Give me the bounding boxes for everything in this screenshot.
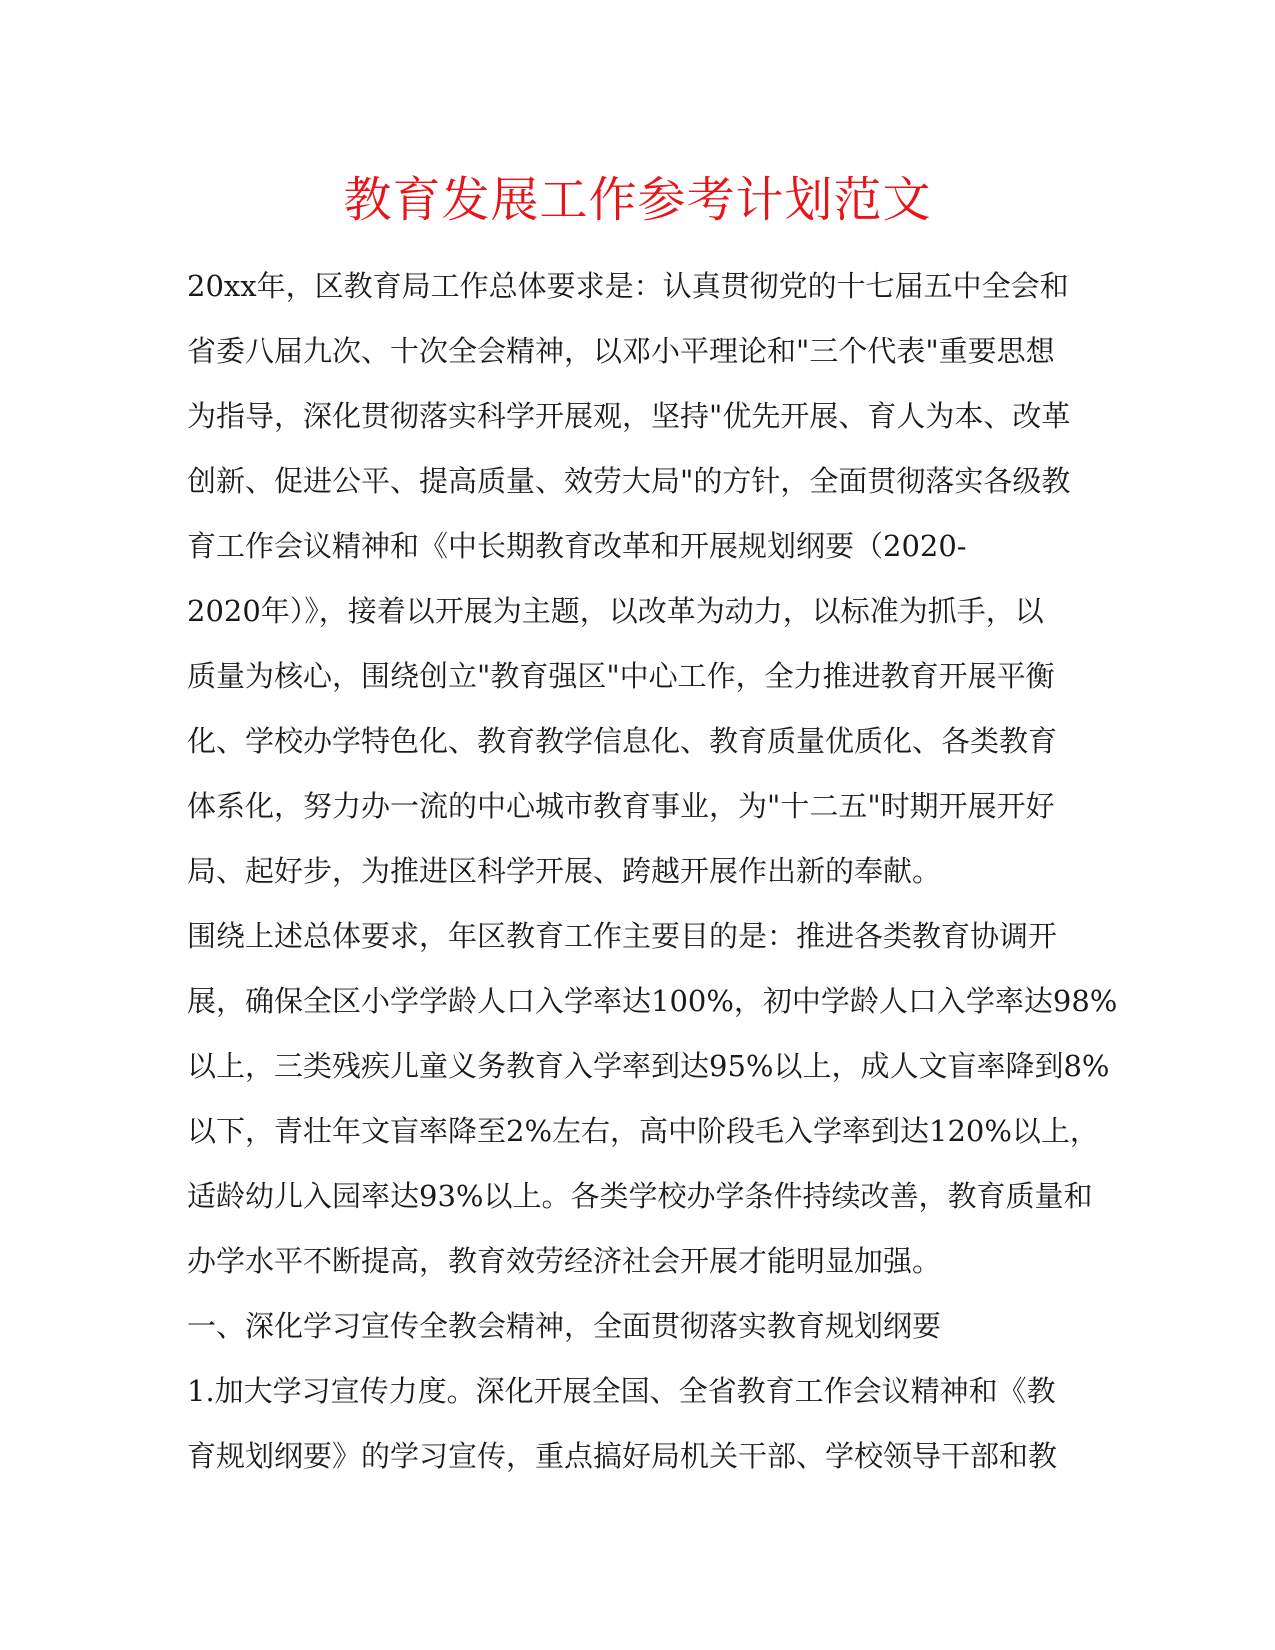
body-line: 体系化，努力办一流的中心城市教育事业，为"十二五"时期开展开好 [187, 789, 1055, 823]
body-line: 2020年）》，接着以开展为主题，以改革为动力，以标准为抓手，以 [187, 594, 1044, 628]
section-heading: 一、深化学习宣传全教会精神，全面贯彻落实教育规划纲要 [187, 1309, 942, 1343]
body-line: 创新、促进公平、提高质量、效劳大局"的方针，全面贯彻落实各级教 [187, 464, 1071, 498]
body-line: 省委八届九次、十次全会精神，以邓小平理论和"三个代表"重要思想 [187, 334, 1055, 368]
body-line: 20xx年，区教育局工作总体要求是：认真贯彻党的十七届五中全会和 [187, 269, 1069, 303]
body-line: 局、起好步，为推进区科学开展、跨越开展作出新的奉献。 [187, 854, 942, 888]
document-body [187, 254, 1118, 1489]
body-line: 以上，三类残疾儿童义务教育入学率到达95%以上，成人文盲率降到8% [187, 1049, 1110, 1083]
body-line: 化、学校办学特色化、教育教学信息化、教育质量优质化、各类教育 [187, 724, 1058, 758]
body-line: 育规划纲要》的学习宣传，重点搞好局机关干部、学校领导干部和教 [187, 1439, 1058, 1473]
body-line: 以下，青壮年文盲率降至2%左右，高中阶段毛入学率到达120%以上， [187, 1114, 1099, 1148]
body-line: 1.加大学习宣传力度。深化开展全国、全省教育工作会议精神和《教 [187, 1374, 1056, 1408]
document-title: 教育发展工作参考计划范文 [343, 172, 932, 228]
body-line: 育工作会议精神和《中长期教育改革和开展规划纲要（2020- [187, 529, 967, 563]
body-line: 质量为核心，围绕创立"教育强区"中心工作，全力推进教育开展平衡 [187, 659, 1055, 693]
body-line: 展，确保全区小学学龄人口入学率达100%，初中学龄人口入学率达98% [187, 984, 1118, 1018]
body-line: 适龄幼儿入园率达93%以上。各类学校办学条件持续改善，教育质量和 [187, 1179, 1093, 1213]
body-line: 围绕上述总体要求，年区教育工作主要目的是：推进各类教育协调开 [187, 919, 1058, 953]
body-line: 为指导，深化贯彻落实科学开展观，坚持"优先开展、育人为本、改革 [187, 399, 1071, 433]
body-line: 办学水平不断提高，教育效劳经济社会开展才能明显加强。 [187, 1244, 942, 1278]
